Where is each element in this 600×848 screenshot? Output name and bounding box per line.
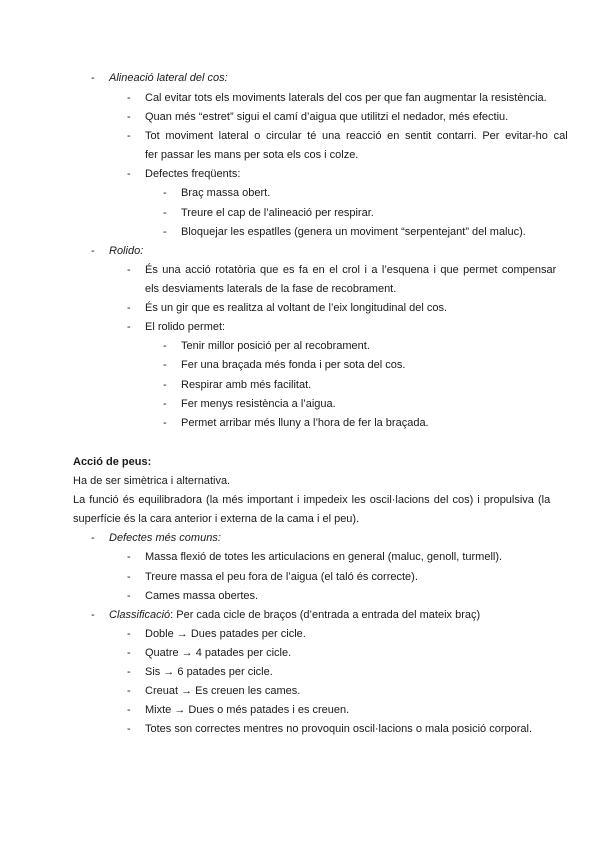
bullet-dash: - [163, 359, 167, 371]
bullet-dash: - [163, 226, 167, 238]
bullet-dash: - [163, 187, 167, 199]
sub-list-item: Bloquejar les espatlles (genera un moviment “serpentejant” del maluc). [181, 226, 526, 238]
list-item: Cal evitar tots els moviments laterals del cos per que fan augmentar la resistència. [145, 92, 547, 104]
list-item: Defectes freqüents: [145, 168, 241, 180]
list-item: Quatre → 4 patades per cicle. [145, 647, 292, 659]
list-item: És un gir que es realitza al voltant de l’eix longitudinal del cos. [145, 302, 448, 314]
list-item: Sis → 6 patades per cicle. [145, 666, 273, 678]
bullet-dash: - [127, 628, 131, 640]
list-item: Tot moviment lateral o circular té una reacció en sentit contarri. Per evitar-ho cal [145, 130, 568, 142]
sub-list-item: Fer una braçada més fonda i per sota del cos. [181, 359, 406, 371]
sub-list-item: Treure el cap de l’alineació per respirar. [181, 207, 374, 219]
list-item: Totes son correctes mentres no provoquin oscil·lacions o mala posició corporal. [145, 723, 533, 735]
section-title-alineacio: Alineació lateral del cos: [109, 72, 228, 84]
bullet-dash: - [127, 111, 131, 123]
sub-list-item: Braç massa obert. [181, 187, 271, 199]
sub-list-item: Tenir millor posició per al recobrament. [181, 340, 370, 352]
bullet-dash: - [163, 379, 167, 391]
sub-list-item: Fer menys resistència a l’aigua. [181, 398, 336, 410]
list-item: És una acció rotatòria que es fa en el crol i a l’esquena i que permet compensar [145, 264, 557, 276]
list-item-continuation: els desviaments laterals de la fase de recobrament. [145, 283, 397, 295]
list-item: Doble → Dues patades per cicle. [145, 628, 306, 640]
sub-list-item: Respirar amb més facilitat. [181, 379, 312, 391]
bullet-dash: - [127, 685, 131, 697]
bullet-dash: - [91, 245, 95, 257]
paragraph-continuation: superfície és la cara anterior i externa de la cama i el peu). [73, 513, 360, 525]
list-item: Mixte → Dues o més patades i es creuen. [145, 704, 350, 716]
paragraph: Ha de ser simètrica i alternativa. [73, 475, 231, 487]
bullet-dash: - [127, 590, 131, 602]
bullet-dash: - [127, 723, 131, 735]
list-item: Creuat → Es creuen les cames. [145, 685, 301, 697]
bullet-dash: - [127, 551, 131, 563]
bullet-dash: - [91, 532, 95, 544]
subsection-title-classificacio: Classificació: Per cada cicle de braços (d’entrada a entrada del mateix braç) [109, 609, 481, 621]
bullet-dash: - [163, 417, 167, 429]
bullet-dash: - [127, 92, 131, 104]
bullet-dash: - [127, 571, 131, 583]
paragraph: La funció és equilibradora (la més important i impedeix les oscil·lacions del cos) i propulsiva (la [73, 494, 551, 506]
list-item: Massa flexió de totes les articulacions en general (maluc, genoll, turmell). [145, 551, 503, 563]
bullet-dash: - [127, 168, 131, 180]
list-item: Cames massa obertes. [145, 590, 259, 602]
bullet-dash: - [127, 302, 131, 314]
bullet-dash: - [127, 130, 131, 142]
list-item: El rolido permet: [145, 321, 226, 333]
bullet-dash: - [163, 398, 167, 410]
bullet-dash: - [91, 72, 95, 84]
bullet-dash: - [127, 264, 131, 276]
bullet-dash: - [127, 321, 131, 333]
list-item-continuation: fer passar les mans per sota els cos i colze. [145, 149, 359, 161]
bullet-dash: - [127, 666, 131, 678]
bullet-dash: - [127, 704, 131, 716]
list-item: Quan més “estret” sigui el camí d’aigua que utilitzi el nedador, més efectiu. [145, 111, 509, 123]
bullet-dash: - [127, 647, 131, 659]
sub-list-item: Permet arribar més lluny a l’hora de fer la braçada. [181, 417, 429, 429]
section-title-rolido: Rolido: [109, 245, 144, 257]
bullet-dash: - [163, 340, 167, 352]
bullet-dash: - [163, 207, 167, 219]
bullet-dash: - [91, 609, 95, 621]
section-heading-peus: Acció de peus: [73, 456, 152, 468]
list-item: Treure massa el peu fora de l’aigua (el taló és correcte). [145, 571, 418, 583]
subsection-title-defectes: Defectes més comuns: [109, 532, 221, 544]
